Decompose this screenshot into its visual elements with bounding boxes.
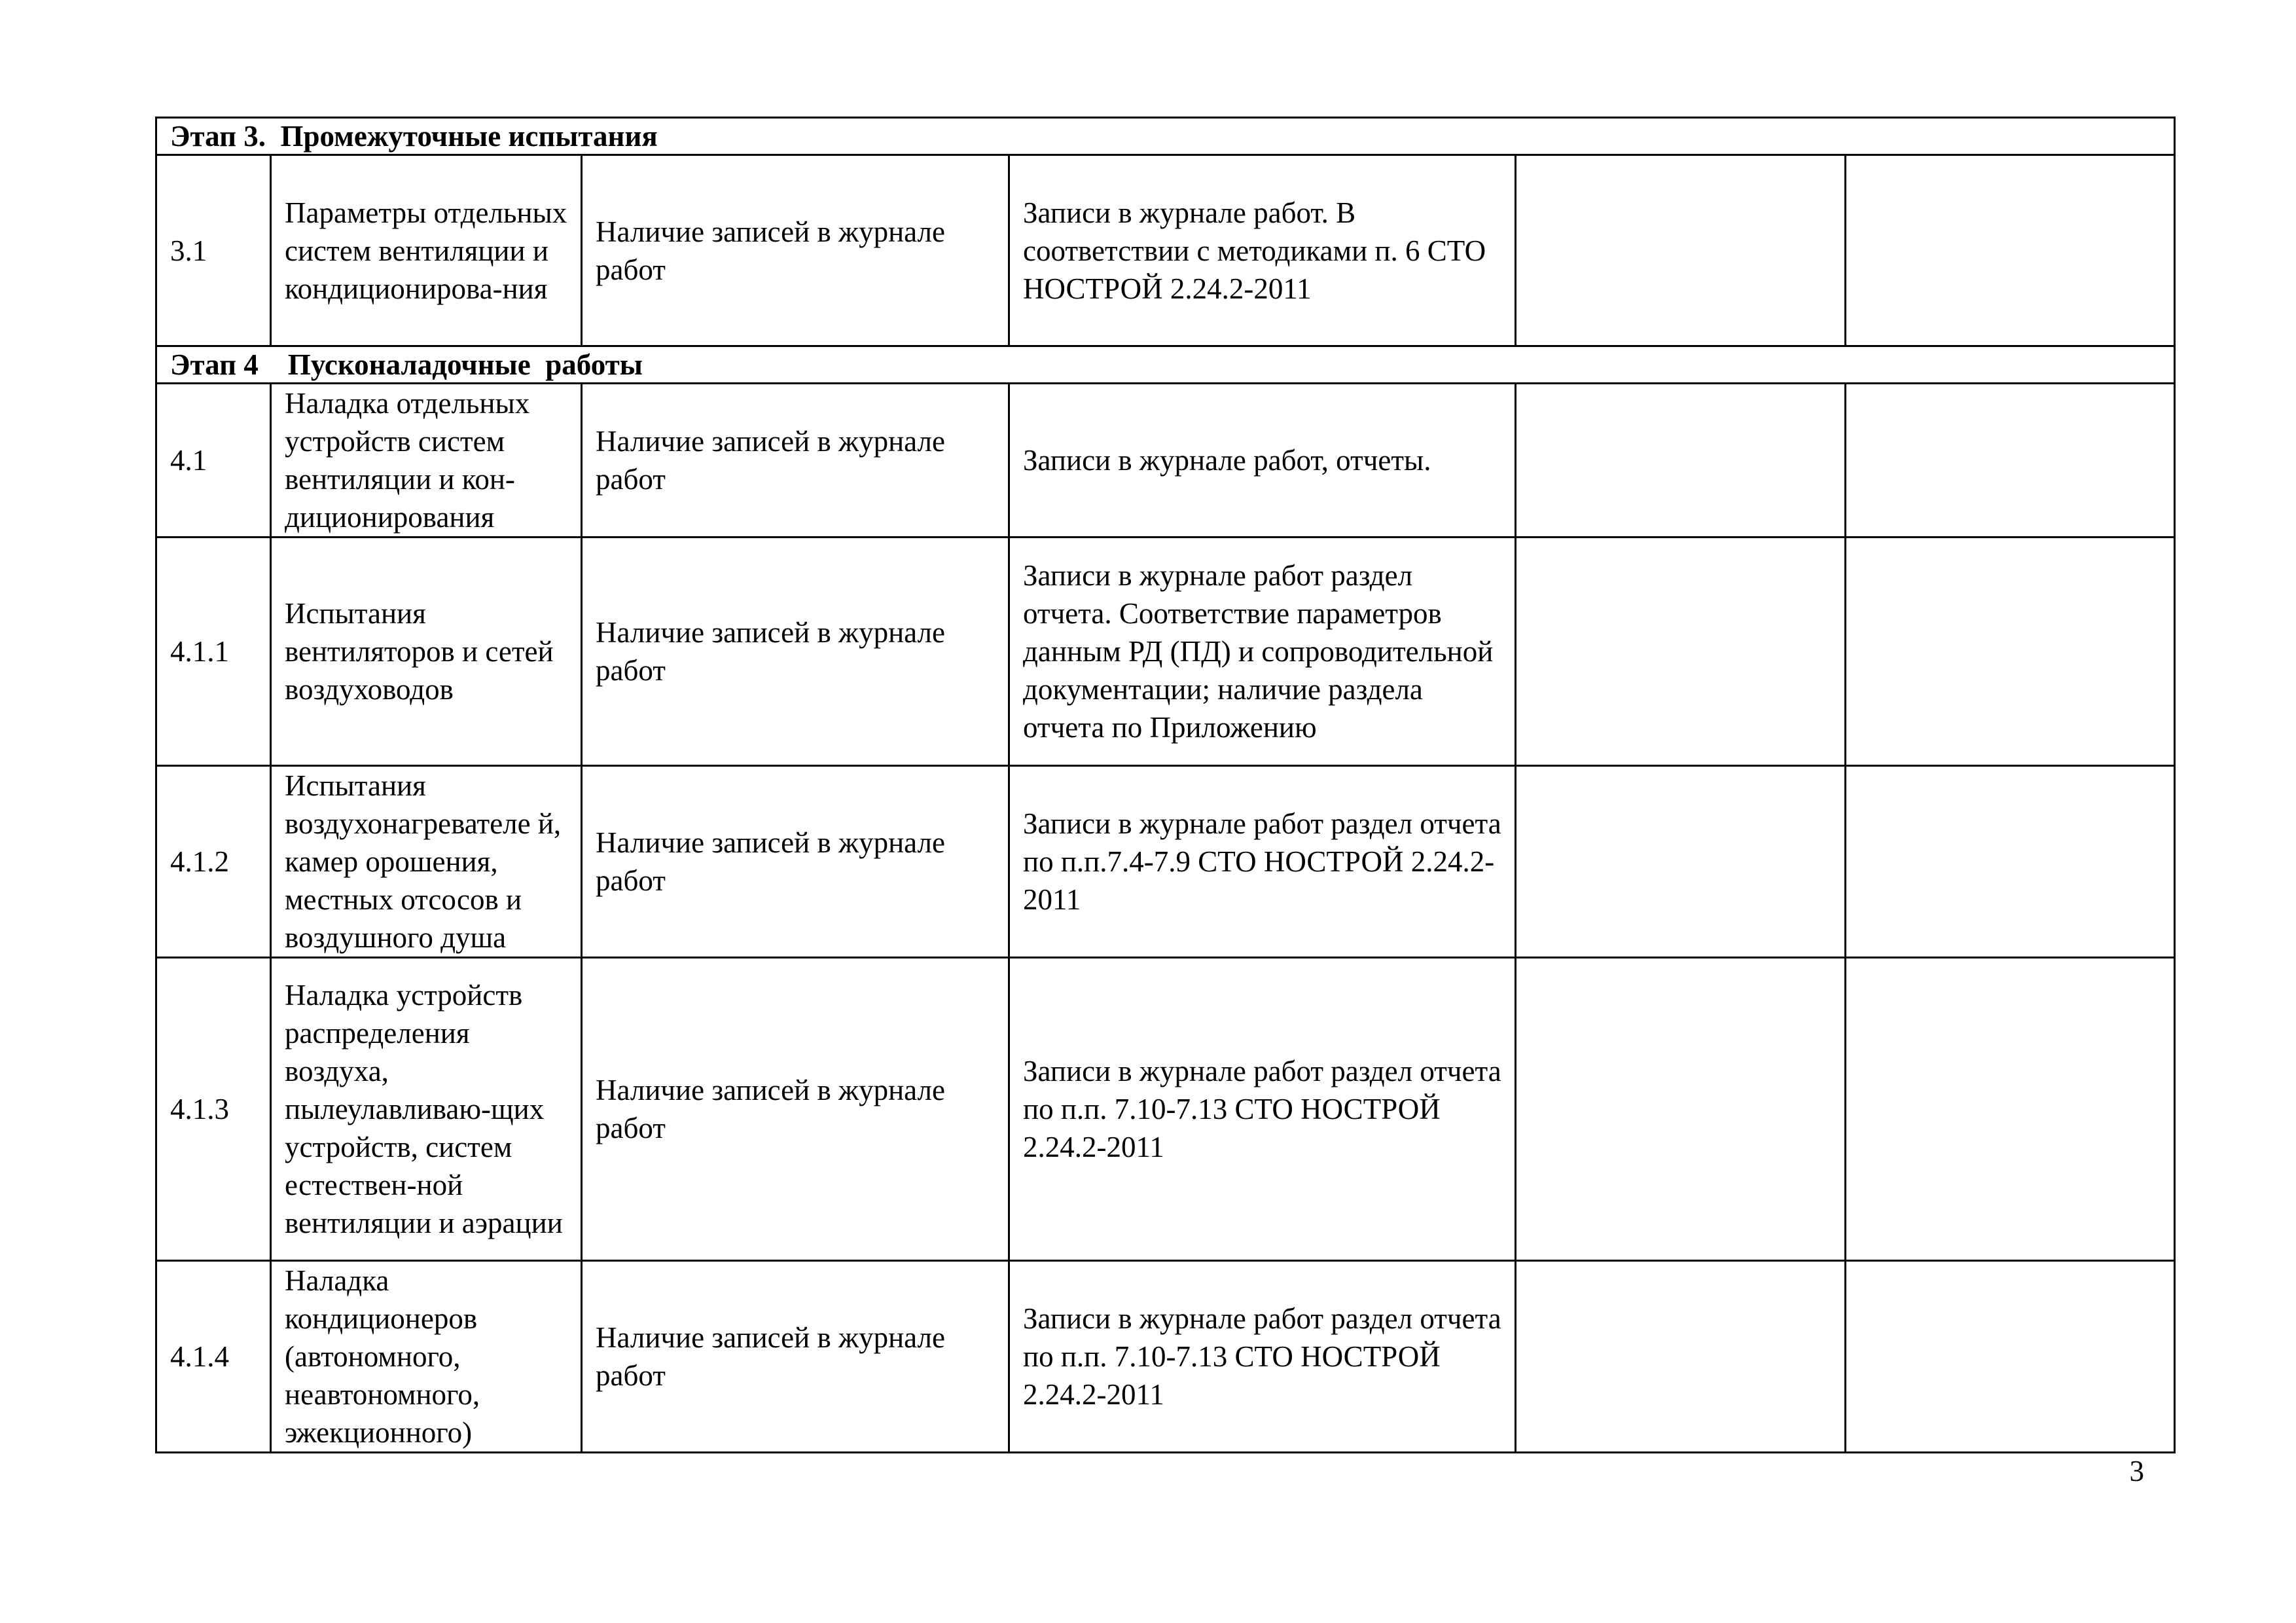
- documents-cell: Записи в журнале работ раздел отчета по п.п. 7.10-7.13 СТО НОСТРОЙ 2.24.2-2011: [1009, 958, 1516, 1261]
- table-row: [156, 958, 2175, 1261]
- empty-cell-5: [1516, 538, 1846, 766]
- item-number-cell: 4.1: [156, 384, 271, 538]
- control-type-cell: Наличие записей в журнале работ: [582, 958, 1009, 1261]
- empty-cell-6: [1846, 766, 2175, 958]
- stage-row: [156, 118, 2175, 155]
- page-number: 3: [2129, 1455, 2144, 1487]
- work-name-cell: Наладка отдельных устройств систем вентиляции и кон-диционирования: [271, 384, 582, 538]
- empty-cell-6: [1846, 958, 2175, 1261]
- documents-cell: Записи в журнале работ. В соответствии с методиками п. 6 СТО НОСТРОЙ 2.24.2-2011: [1009, 155, 1516, 346]
- table-row: [156, 384, 2175, 538]
- work-name-cell: Наладка устройств распределения воздуха, пылеулавливаю-щих устройств, систем естествен-ной вентиляции и аэрации: [271, 958, 582, 1261]
- empty-cell-5: [1516, 384, 1846, 538]
- table-row: [156, 155, 2175, 346]
- table-row: [156, 1261, 2175, 1453]
- work-name-cell: Наладка кондиционеров (автономного, неавтономного, эжекционного): [271, 1261, 582, 1453]
- work-name-cell: Испытания воздухонагревателе й, камер орошения, местных отсосов и воздушного душа: [271, 766, 582, 958]
- table-row: [156, 766, 2175, 958]
- stage-title: Этап 3. Промежуточные испытания: [156, 118, 2175, 155]
- work-name-cell: Параметры отдельных систем вентиляции и кондиционирова-ния: [271, 155, 582, 346]
- empty-cell-6: [1846, 155, 2175, 346]
- control-type-cell: Наличие записей в журнале работ: [582, 766, 1009, 958]
- table-row: [156, 538, 2175, 766]
- empty-cell-5: [1516, 766, 1846, 958]
- documents-cell: Записи в журнале работ раздел отчета. Соответствие параметров данным РД (ПД) и сопроводительной документации; наличие раздела отчета по Приложению: [1009, 538, 1516, 766]
- empty-cell-5: [1516, 958, 1846, 1261]
- empty-cell-6: [1846, 1261, 2175, 1453]
- empty-cell-6: [1846, 384, 2175, 538]
- empty-cell-6: [1846, 538, 2175, 766]
- empty-cell-5: [1516, 1261, 1846, 1453]
- empty-cell-5: [1516, 155, 1846, 346]
- control-type-cell: Наличие записей в журнале работ: [582, 155, 1009, 346]
- inspection-table: [155, 117, 2176, 1453]
- stage-title: Этап 4 Пусконаладочные работы: [156, 346, 2175, 384]
- item-number-cell: 4.1.1: [156, 538, 271, 766]
- stage-row: [156, 346, 2175, 384]
- item-number-cell: 4.1.3: [156, 958, 271, 1261]
- documents-cell: Записи в журнале работ, отчеты.: [1009, 384, 1516, 538]
- item-number-cell: 3.1: [156, 155, 271, 346]
- table-body: [156, 118, 2175, 1453]
- documents-cell: Записи в журнале работ раздел отчета по п.п. 7.10-7.13 СТО НОСТРОЙ 2.24.2-2011: [1009, 1261, 1516, 1453]
- item-number-cell: 4.1.4: [156, 1261, 271, 1453]
- item-number-cell: 4.1.2: [156, 766, 271, 958]
- control-type-cell: Наличие записей в журнале работ: [582, 538, 1009, 766]
- documents-cell: Записи в журнале работ раздел отчета по п.п.7.4-7.9 СТО НОСТРОЙ 2.24.2-2011: [1009, 766, 1516, 958]
- work-name-cell: Испытания вентиляторов и сетей воздуховодов: [271, 538, 582, 766]
- control-type-cell: Наличие записей в журнале работ: [582, 384, 1009, 538]
- control-type-cell: Наличие записей в журнале работ: [582, 1261, 1009, 1453]
